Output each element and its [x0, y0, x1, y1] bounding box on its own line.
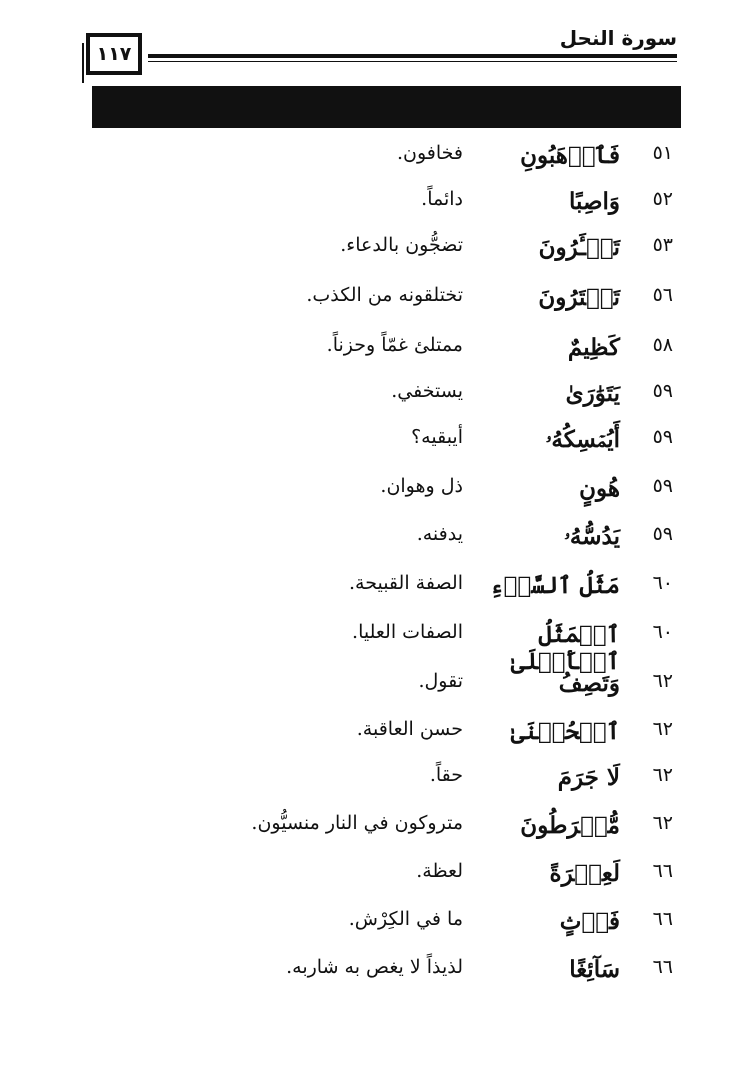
glossary-row	[0, 860, 755, 900]
quran-word: يَدُسُّهُۥ	[564, 523, 620, 550]
quran-word: فَٱرۡهَبُونِ	[520, 142, 620, 169]
word-meaning: لذيذاً لا يغص به شاربه.	[286, 956, 463, 978]
verse-number: ٥٩	[652, 380, 673, 402]
quran-word: مَثَلُ ٱلسَّوۡءِ	[490, 572, 620, 599]
word-meaning: ذل وهوان.	[380, 475, 463, 497]
glossary-row	[0, 764, 755, 804]
quran-word: هُونٍ	[579, 475, 620, 502]
glossary-row	[0, 234, 755, 274]
verse-number: ٥٣	[652, 234, 673, 256]
glossary-row	[0, 426, 755, 466]
glossary-row	[0, 718, 755, 758]
verse-number: ٦٢	[652, 718, 673, 740]
glossary-row	[0, 380, 755, 420]
header-rule-thin	[148, 61, 677, 62]
verse-number: ٦٢	[652, 670, 673, 692]
word-meaning: ممتلئ غمّاً وحزناً.	[326, 334, 463, 356]
verse-number: ٦٠	[652, 572, 673, 594]
quran-word: تَجۡـَٔرُونَ	[538, 234, 620, 261]
quran-word: لَا جَرَمَ	[557, 764, 620, 791]
verse-number: ٦٢	[652, 764, 673, 786]
word-meaning: ما في الكِرْش.	[348, 908, 463, 930]
glossary-row	[0, 670, 755, 710]
quran-word: أَيُمۡسِكُهُۥ	[545, 426, 620, 453]
word-meaning: لعظة.	[416, 860, 463, 882]
quran-word: ٱلۡحُسۡنَىٰ	[510, 718, 620, 745]
surah-title: سورة النحل	[559, 26, 677, 50]
word-meaning: تضجُّون بالدعاء.	[340, 234, 463, 256]
glossary-row	[0, 621, 755, 675]
glossary-row	[0, 908, 755, 948]
word-meaning: حسن العاقبة.	[356, 718, 463, 740]
verse-number: ٦٦	[652, 956, 673, 978]
glossary-row	[0, 572, 755, 612]
verse-number: ٥٢	[652, 188, 673, 210]
quran-word: وَتَصِفُ	[558, 670, 620, 697]
verse-number: ٥٩	[652, 426, 673, 448]
glossary-row	[0, 334, 755, 374]
word-meaning: دائماً.	[421, 188, 463, 210]
word-meaning: متروكون في النار منسيُّون.	[251, 812, 463, 834]
verse-number: ٥٦	[652, 284, 673, 306]
verse-number: ٥٩	[652, 523, 673, 545]
word-meaning: يدفنه.	[416, 523, 463, 545]
word-meaning: تختلقونه من الكذب.	[306, 284, 463, 306]
verse-number: ٥١	[652, 142, 673, 164]
glossary-row	[0, 523, 755, 563]
page-number-box	[86, 33, 142, 75]
glossary-row	[0, 812, 755, 852]
glossary-row	[0, 475, 755, 515]
glossary-row	[0, 284, 755, 324]
quran-word: وَاصِبًا	[569, 188, 620, 215]
header-band	[92, 86, 681, 128]
word-meaning: الصفات العليا.	[352, 621, 463, 643]
glossary-row	[0, 956, 755, 996]
word-meaning: حقاً.	[429, 764, 463, 786]
page-number: ١١٧	[96, 43, 132, 65]
verse-number: ٥٨	[652, 334, 673, 356]
word-meaning: أيبقيه؟	[411, 426, 463, 448]
quran-word: كَظِيمٌ	[567, 334, 620, 361]
verse-number: ٥٩	[652, 475, 673, 497]
verse-number: ٦٦	[652, 860, 673, 882]
header-rule-thick	[148, 54, 677, 58]
verse-number: ٦٠	[652, 621, 673, 643]
glossary-row	[0, 188, 755, 228]
verse-number: ٦٢	[652, 812, 673, 834]
glossary-row	[0, 142, 755, 182]
quran-word: مُّفۡرَطُونَ	[520, 812, 620, 839]
quran-word: تَفۡتَرُونَ	[538, 284, 620, 311]
word-meaning: فخافون.	[396, 142, 463, 164]
quran-word: لَعِبۡرَةً	[549, 860, 620, 887]
quran-word: ٱلۡمَثَلُ ٱلۡأَعۡلَىٰ	[510, 621, 620, 675]
word-meaning: تقول.	[418, 670, 463, 692]
quran-word: يَتَوَٰرَىٰ	[565, 380, 620, 407]
quran-word: سَآئِغًا	[569, 956, 620, 983]
verse-number: ٦٦	[652, 908, 673, 930]
quran-word: فَرۡثٍ	[559, 908, 620, 935]
word-meaning: يستخفي.	[391, 380, 463, 402]
word-meaning: الصفة القبيحة.	[348, 572, 463, 594]
